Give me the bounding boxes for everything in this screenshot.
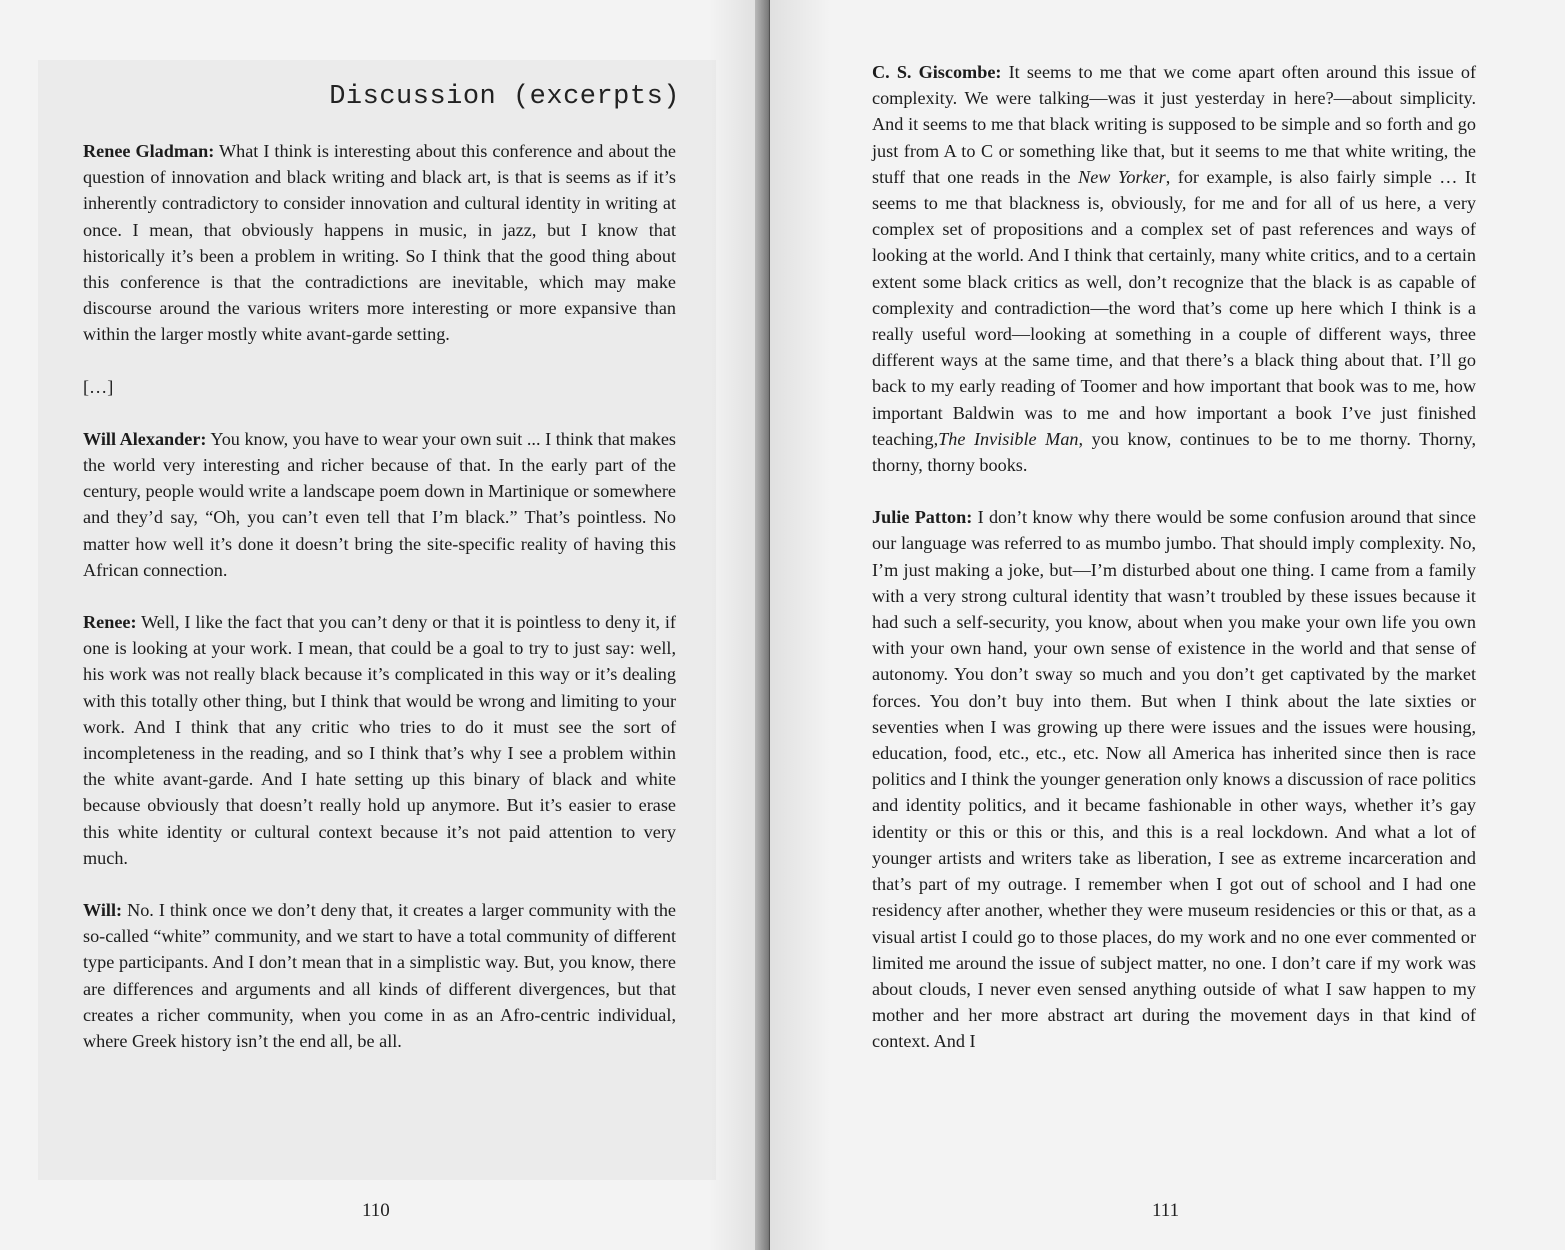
right-text-column xyxy=(872,59,1476,1081)
right-page xyxy=(770,0,1565,1250)
left-text-column xyxy=(83,138,676,1080)
paragraph-will xyxy=(83,897,676,1054)
paragraph-julie-patton xyxy=(872,504,1476,1054)
speaker-name: Renee Gladman: xyxy=(83,141,215,161)
paragraph-text: Well, I like the fact that you can’t deny or that it is pointless to deny it, if one is looking at your work. I mean, that could be a goal to try to just say: well, his work was not really black because it’s complicated in this way or it’s dealing with this totally other thing, but I think that would be wrong and limiting to your work. And I think that any critic who tries to do it must see the sort of incompleteness in the reading, and so I think that’s why I see a problem within the white avant-garde. And I hate setting up this binary of black and white because obviously that doesn’t really hold up anymore. But it’s easier to erase this white identity or cultural context because it’s not paid attention to very much. xyxy=(83,612,676,868)
paragraph-text: It seems to me that we come apart often around this issue of complexity. We were talking—was it just yesterday in here?—about simplicity. And it seems to me that black writing is supposed to be simple and so forth and go just from A to C or something like that, but it seems to me that white writing, the stuff that one reads in the xyxy=(872,62,1476,187)
speaker-name: Julie Patton: xyxy=(872,507,973,528)
paragraph-text: I don’t know why there would be some confusion around that since our language was referred to as mumbo jumbo. That should imply complexity. No, I’m just making a joke, but—I’m disturbed about one thing. I came from a family with a very strong cultural identity that wasn’t troubled by these issues because it had such a self-security, you know, about when you make your own life you own with your own hand, your own sense of existence in the world and that sense of autonomy. You don’t sway so much and you don’t get captivated by the market forces. You don’t buy into them. But when I think about the late sixties or seventies when I was growing up there were issues and the issues were housing, education, food, etc., etc., etc. Now all America has inherited since then is race politics and I think the younger generation only knows a discussion of race politics and identity politics, and it became fashionable in other ways, whether it’s gay identity or this or this or this, and this is a real lockdown. And what a lot of younger artists and writers take as liberation, I see as extreme incarceration and that’s part of my outrage. I remember when I got out of school and I had one residency after another, whether they were museum residencies or this or that, as a visual artist I could go to those places, do my work and no one ever commented or limited me around the issue of subject matter, no one. I don’t care if my work was about clouds, I never even sensed anything outside of what I saw happen to my mother and her more abstract art during the movement days in that kind of context. And I xyxy=(872,507,1477,1052)
italic-title: The Invisible Man, xyxy=(938,428,1084,449)
page-number: 111 xyxy=(1152,1200,1180,1221)
ellipsis-marker: […] xyxy=(83,376,114,397)
paragraph-text: What I think is interesting about this conference and about the question of innovation and black writing and black art, is that is seems as if it’s inherently contradictory to consider innovation and cultural identity in writing at once. I mean, that obviously happens in music, in jazz, but I know that historically it’s been a problem in writing. So I think that the good thing about this conference is that the contradictions are inevitable, which may make discourse around the various writers more interesting or more expansive than within the larger mostly white avant-garde setting. xyxy=(83,141,677,345)
speaker-name: C. S. Giscombe: xyxy=(872,62,1002,82)
paragraph-will-alexander xyxy=(83,426,676,583)
paragraph-text: You know, you have to wear your own suit ... I think that makes the world very interesting and richer because of that. In the early part of the century, people would write a landscape poem down in Martinique or somewhere and they’d say, “Oh, you can’t even tell that I’m black.” That’s pointless. No matter how well it’s done it doesn’t bring the site-specific reality of having this African connection. xyxy=(83,428,676,580)
speaker-name: Renee: xyxy=(83,612,137,633)
italic-title: New Yorker xyxy=(1078,166,1166,187)
paragraph-giscombe xyxy=(872,59,1476,478)
paragraph-text: No. I think once we don’t deny that, it creates a larger community with the so-called “white” community, and we start to have a total community of different type participants. And I don’t mean that in a simplistic way. But, you know, there are differences and arguments and all kinds of different divergences, but that creates a richer community, when you come in as an Afro-centric individual, where Greek history isn’t the end all, be all. xyxy=(83,900,677,1052)
speaker-name: Will: xyxy=(83,900,123,921)
paragraph-text: , for example, is also fairly simple … It seems to me that blackness is, obviously, for me and for all of us here, a very complex set of propositions and a complex set of past references and ways of looking at the world. And I think that certainly, many white critics, and to a certain extent some black critics as well, don’t recognize that the black is as capable of complexity and contradiction—the word that’s come up here which I think is a really useful word—looking at something in a couple of different ways, three different ways at the same time, and that there’s a black thing about that. I’ll go back to my early reading of Toomer and how important that book was to me, how important Baldwin was to me and how important a book I’ve just finished teaching, xyxy=(872,166,1477,449)
page-number: 110 xyxy=(362,1200,390,1221)
speaker-name: Will Alexander: xyxy=(83,428,207,449)
paragraph-text: you know, continues to be to me thorny. Thorny, thorny, thorny books. xyxy=(872,428,1477,476)
paragraph-renee xyxy=(83,609,676,871)
paragraph-renee-gladman xyxy=(83,138,676,348)
page-title: Discussion (excerpts) xyxy=(329,82,680,112)
left-page xyxy=(0,0,770,1250)
